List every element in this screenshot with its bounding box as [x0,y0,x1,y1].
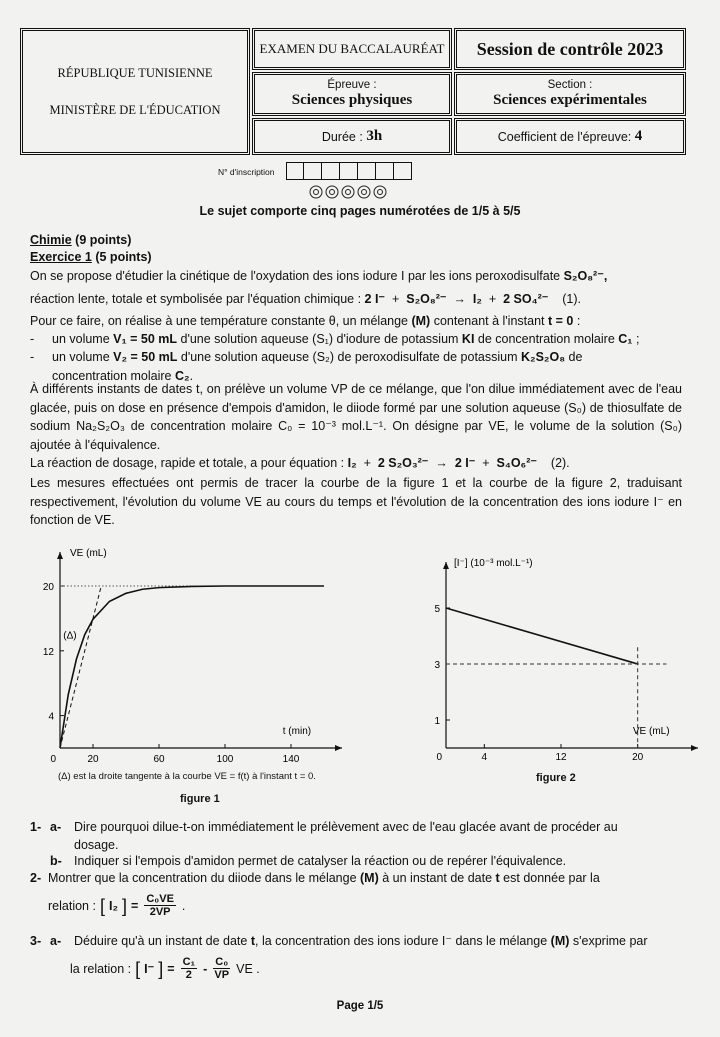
q3-minus: - [203,961,208,976]
eq2-r2: 2 S₂O₃²⁻ [377,456,429,470]
equation-1-line: réaction lente, totale et symbolisée par l'équation chimique : 2 I⁻ + S₂O₈²⁻ → I₂ + 2 SO₄²⁻ (1). [30,292,581,306]
y-tick-label: 1 [434,716,440,727]
li2f: concentration molaire [52,368,175,383]
epreuve-label: Épreuve : [327,78,377,91]
p3e: : [573,314,581,328]
coef-label: Coefficient de l'épreuve: [497,129,632,144]
y-tick-label: 5 [434,604,440,615]
q1-number: 1- [30,820,42,834]
eq1-p1: I₂ [472,292,482,306]
exercice-title: Exercice 1 [30,250,92,264]
q3-fraction-2 [213,956,230,981]
s2o8: S₂O₈²⁻, [563,269,608,283]
eq1-number: (1). [562,292,581,306]
q3-fraction-1 [181,956,198,981]
q3-f1-den: 2 [185,969,192,981]
q2-frac-num: C₀VE [146,893,174,905]
q1a-letter: a- [50,820,62,834]
coef-box [454,118,686,155]
x-axis-arrow [691,745,698,751]
section-box [454,72,686,116]
li2e: de [565,350,583,364]
li1b: V₁ = 50 mL [113,332,178,346]
q3a-d: (M) [550,934,570,948]
q3a-c: , la concentration des ions iodure I⁻ dans le mélange [255,934,551,948]
q3-relation: la relation : [ I⁻ ] = $\frac{\text{C₁}}{2}$ - $\frac{\text{C₀}}{VP}$ VE . [70,956,260,981]
figure-2-chart [420,550,710,770]
p5a: La réaction de dosage, rapide et totale, a pour équation : [30,456,348,470]
q3a-text [74,932,684,950]
header-left-box [20,28,250,155]
p1b: par les ions peroxodisulfate [404,269,564,283]
q2-relation: relation : [ I₂ ] = $\frac{\text{C₀VE}}{2VP}$ . [48,893,186,918]
q3-f2-num: C₀ [215,956,229,968]
session-label: Session de contrôle 2023 [476,38,664,59]
q3a-b: t [250,934,255,948]
epreuve-value: Sciences physiques [291,92,413,109]
q2-rel-label: relation : [48,898,96,913]
q3a-e: s'exprime par [569,934,648,948]
x-tick-label: 0 [436,752,442,763]
equation-2-line: La réaction de dosage, rapide et totale, a pour équation : I₂ + 2 S₂O₃²⁻ → 2 I⁻ + S₄O₆²⁻ (2). [30,456,570,470]
li1d: KI [461,332,475,346]
y-tick-label: 20 [42,582,54,593]
exam-label: EXAMEN DU BACCALAURÉAT [259,41,445,56]
q2b: (M) [360,871,379,885]
p3c: contenant à l'instant [430,314,548,328]
y-axis-arrow [443,562,449,569]
pages-note: Le sujet comporte cinq pages numérotées de 1/5 à 5/5 [199,204,521,218]
exercice-points: (5 points) [95,250,152,264]
paragraph-mesures: Les mesures effectuées ont permis de tracer la courbe de la figure 1 et la courbe de la figure 2, traduisant respectivement, l'évolution du volume VE au cours du temps et l'évolution de la concentration des ions iodure I⁻ en fonction de VE. [30,476,682,527]
figure-1-caption: (Δ) est la droite tangente à la courbe VE = f(t) à l'instant t = 0. [58,771,316,782]
chimie-points: (9 points) [75,233,132,247]
q2-frac-den: 2VP [149,906,171,918]
paragraph-intro [30,267,682,286]
q2c: à un instant de date [378,871,496,885]
q2-number: 2- [30,871,42,885]
p1a: On se propose d'étudier la cinétique de l'oxydation des ions iodure I [30,269,405,283]
q1b-letter: b- [50,854,62,868]
duree-box [252,118,452,155]
iodide-line [446,608,638,664]
q2e: est donnée par la [499,871,600,885]
p3d: t = 0 [547,314,574,328]
ve-curve [60,586,324,748]
duree-value: 3h [366,128,383,144]
li1f: C₁ [618,332,633,346]
q2-fraction [144,893,176,918]
eq2-arrow: → [435,456,448,470]
list-item-2: - un volume V₂ = 50 mL d'une solution aqueuse (S₂) de peroxodisulfate de potassium K₂S₂O₈ de concentration molaire C₂. [30,350,583,383]
p3b: (M) [411,314,431,328]
li2h: . [189,368,194,383]
y-tick-label: 12 [42,646,54,658]
x-tick-label: 20 [632,752,644,763]
duree-label: Durée : [321,129,363,144]
p2a: réaction lente, totale et symbolisée par l'équation chimique : [30,292,365,306]
x-tick-label: 100 [216,754,234,765]
p3a: Pour ce faire, on réalise à une température constante θ, un mélange [30,314,412,328]
y-axis-label: VE (mL) [70,548,107,559]
x-tick-label: 140 [282,754,300,765]
paragraph-mixture [30,312,682,331]
q3a-a: Déduire qu'à un instant de date [74,934,251,948]
y-axis-arrow [57,552,63,559]
li2d: K₂S₂O₈ [521,350,566,364]
figure-2-title: figure 2 [536,772,576,784]
eq2-r1: I₂ [347,456,357,470]
eq2-number: (2). [550,456,570,470]
eq1-p2: 2 SO₄²⁻ [503,292,549,306]
li2a: un volume [52,350,114,364]
inscription-boxes[interactable] [286,162,412,180]
exam-box [252,28,452,70]
q1a-line1: Dire pourquoi dilue-t-on immédiatement le prélèvement avec de l'eau glacée avant de procéder au [74,820,618,834]
y-axis-label: [I⁻] (10⁻³ mol.L⁻¹) [454,558,533,569]
eq1-r1: 2 I⁻ [364,292,386,306]
eq2-p2: S₄O₆²⁻ [496,456,537,470]
li1e: de concentration molaire [474,332,619,346]
chimie-heading [30,232,152,266]
y-tick-label: 4 [48,711,54,723]
q3-rel-label: la relation : [70,961,132,976]
eq2-p1: 2 I⁻ [454,456,476,470]
ministry-label: MINISTÈRE DE L'ÉDUCATION [49,102,221,117]
x-axis-label: t (min) [282,726,312,737]
list-item-1: - un volume V₁ = 50 mL d'une solution aqueuse (S₁) d'iodure de potassium KI de concentration molaire C₁ ; [30,332,640,346]
li1a: un volume [52,332,114,346]
li1g: ; [632,332,640,346]
q3-f2-den: VP [214,969,230,981]
x-tick-label: 20 [87,754,99,765]
x-axis-arrow [335,745,342,751]
page-number: Page 1/5 [336,1000,384,1012]
eq1-r2: S₂O₈²⁻ [406,292,447,306]
q2a: Montrer que la concentration du diiode dans le mélange [48,871,361,885]
q3-lhs: I⁻ [144,961,155,976]
tangent-label: (Δ) [63,630,77,642]
li2g: C₂ [174,368,190,383]
x-tick-label: 4 [481,752,488,763]
x-axis-label: VE (mL) [632,726,670,737]
ornament-icon [308,184,394,200]
q3a-letter: a- [50,934,62,948]
li2b: V₂ = 50 mL [113,350,178,364]
li1c: d'une solution aqueuse (S₁) d'iodure de potassium [177,332,462,346]
chimie-title: Chimie [30,233,72,247]
x-tick-label: 12 [555,752,567,763]
x-tick-label: 60 [153,754,165,765]
epreuve-box [252,72,452,116]
section-label: Section : [547,78,593,91]
q3-tail: VE . [236,961,260,976]
q1b-text: Indiquer si l'empois d'amidon permet de catalyser la réaction ou de repérer l'équivalence. [74,854,567,868]
q1a-line2: dosage. [74,838,119,852]
country-label: RÉPUBLIQUE TUNISIENNE [57,65,213,80]
section-value: Sciences expérimentales [493,92,647,109]
q2d: t [495,871,500,885]
y-tick-label: 3 [434,660,440,671]
coef-value: 4 [634,128,643,144]
q1a-text [74,818,684,854]
figure-1-title: figure 1 [180,793,220,805]
eq1-arrow: → [453,292,466,306]
tangent-line [60,586,101,748]
figure-1-chart [28,540,348,770]
q2-text [48,869,684,887]
q2-lhs: I₂ [108,898,118,913]
x-tick-label: 0 [50,754,56,765]
session-box [454,28,686,70]
li2c: d'une solution aqueuse (S₂) de peroxodisulfate de potassium [177,350,521,364]
eq1-plus: + [391,292,400,306]
q3-f1-num: C₁ [182,956,196,968]
inscription-label: N° d'inscription [218,167,275,177]
q3-number: 3- [30,934,42,948]
paragraph-dosage: À différents instants de dates t, on prélève un volume VP de ce mélange, que l'on dilue immédiatement avec de l'eau glacée, puis on dose en présence d'empois d'amidon, le diiode formé par une solution aqueuse (S₀) de thiosulfate de sodium Na₂S₂O₃ de concentration molaire C₀ = 10⁻³ mol.L⁻¹. On désigne par VE, le volume de la solution (S₀) ajoutée à l'équivalence. [30,382,682,452]
